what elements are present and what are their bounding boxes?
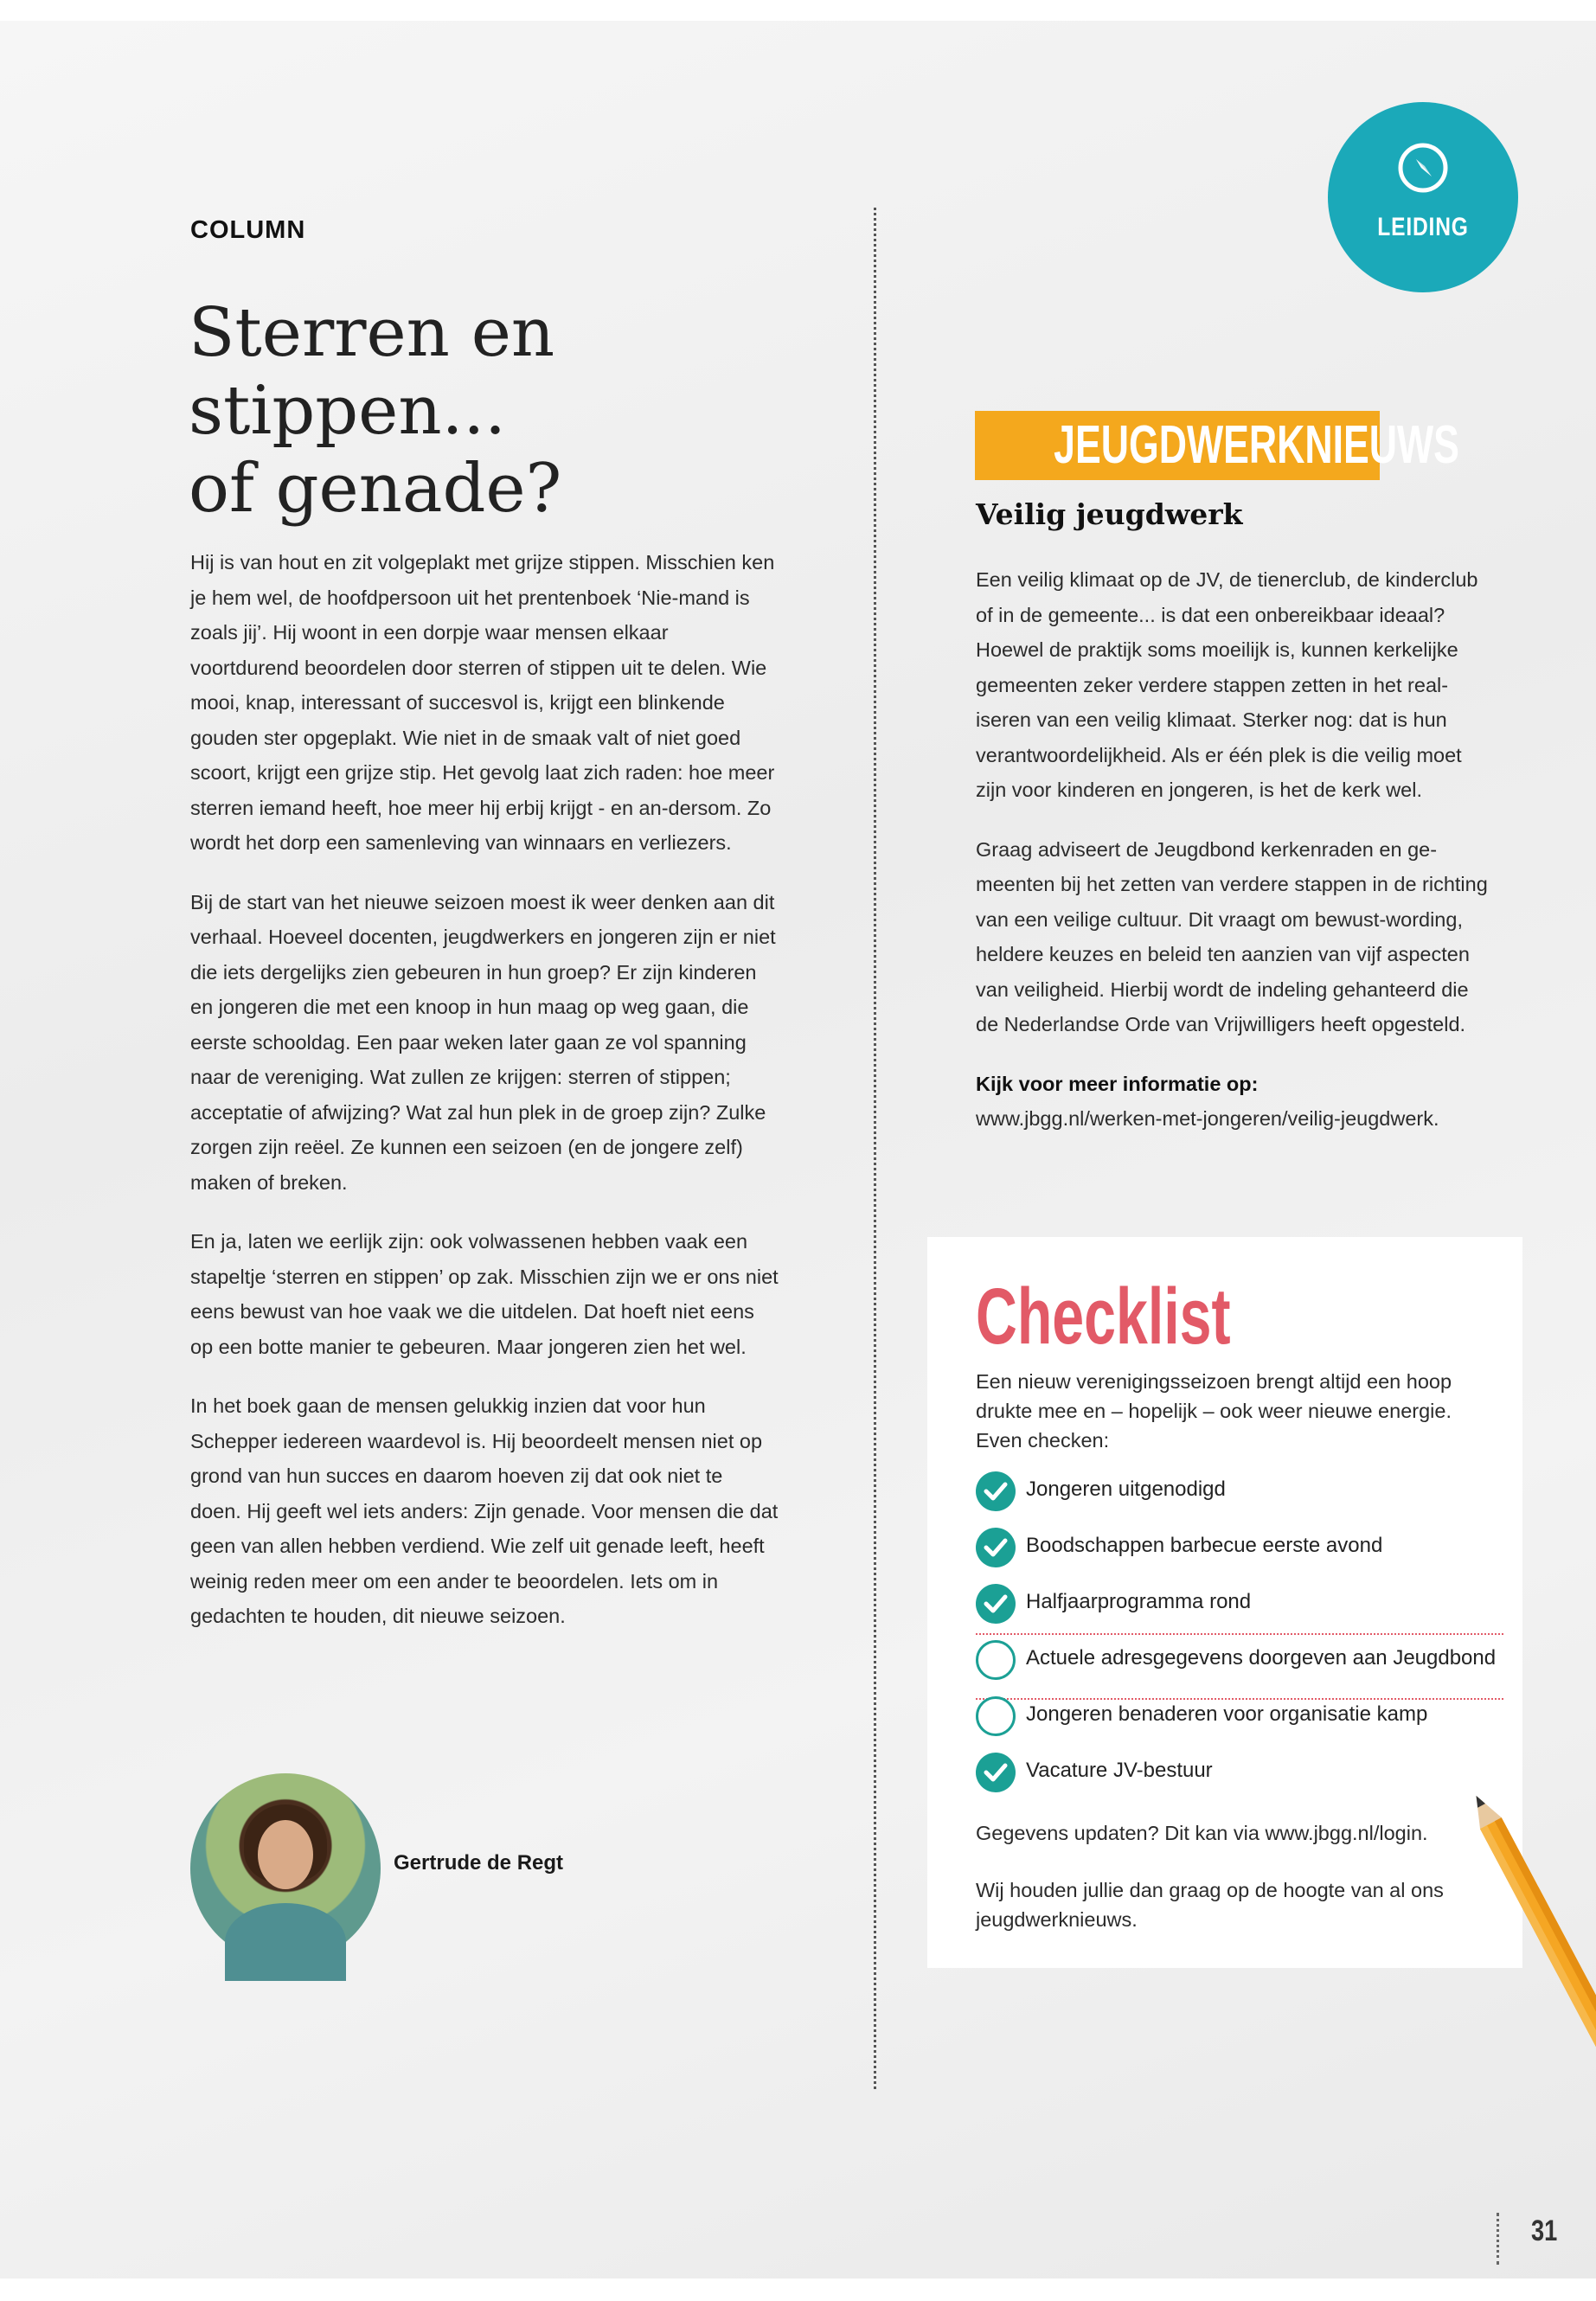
section-badge [1328,102,1518,292]
checklist-footer-update: Gegevens updaten? Dit kan via www.jbgg.nl/login. [976,1822,1428,1844]
column-kicker: COLUMN [190,216,306,244]
empty-circle-icon[interactable] [976,1640,1016,1680]
checklist-item[interactable] [976,1467,1512,1516]
checkmark-icon[interactable] [976,1584,1016,1624]
article-title [189,294,881,528]
page-number-rule [1497,2213,1499,2265]
info-link[interactable]: www.jbgg.nl/werken-met-jongeren/veilig-jeugdwerk. [976,1107,1439,1130]
checklist-item-label: Halfjaarprogramma rond [1026,1590,1252,1613]
news-banner [975,411,1459,480]
compass-icon [1395,140,1451,195]
checklist-item-label: Vacature JV-bestuur [1026,1759,1213,1782]
page-number: 31 [1531,2214,1558,2247]
checklist-title: Checklist [976,1272,1231,1361]
body-paragraph: In het boek gaan de mensen gelukkig inzien dat voor hun Schepper iedereen waardevol is. Hij beoordeelt mensen niet op grond van hun succes en daarom hoeven zij dat ook niet te doen. Hij geeft wel iets anders: Zijn genade. Voor mensen die dat geen van allen hebben verdiend. Wie zelf uit genade leeft, heeft weinig reden meer om een ander te beoordelen. Iets om in gedachten te houden, dit nieuwe seizoen. [190,1394,779,1627]
news-paragraph: Een veilig klimaat op de JV, de tienerclub, de kinderclub of in de gemeente... is dat een onbereikbaar ideaal? Hoewel de praktijk soms moeilijk is, kunnen kerkelijke gemeenten zeker verdere stappen zetten in het real-iseren van een veilig klimaat. Sterker nog: dat is hun verantwoordelijkheid. Als er één plek is die veilig moet zijn voor kinderen en jongeren, is het de kerk wel. [976,568,1478,801]
checklist-footer-note: Wij houden jullie dan graag op de hoogte van al ons jeugdwerknieuws. [976,1879,1444,1931]
author-name: Gertrude de Regt [394,1851,564,1875]
news-banner-label: JEUGDWERKNIEUWS [1054,415,1459,475]
checklist-item-label: Jongeren benaderen voor organisatie kamp [1026,1702,1428,1726]
checklist-item-label: Boodschappen barbecue eerste avond [1026,1534,1383,1557]
checklist-box [927,1237,1522,1968]
checklist-item[interactable] [976,1636,1512,1684]
column-body [190,545,779,1658]
column-divider [874,208,876,2089]
checklist-item-label: Actuele adresgegevens doorgeven aan Jeugdbond [1026,1646,1497,1670]
info-block [976,1067,1495,1137]
top-margin [0,0,1596,21]
checklist-item[interactable] [976,1692,1512,1740]
info-label: Kijk voor meer informatie op: [976,1072,1259,1095]
dotted-underline [976,1633,1503,1635]
news-paragraph: Graag adviseert de Jeugdbond kerkenraden en ge-meenten bij het zetten van verdere stappen in de richting van een veilige cultuur. Dit vraagt om bewust-wording, heldere keuzes en beleid ten aanzien van vijf aspecten van veiligheid. Hierbij wordt de indeling gehanteerd die de Nederlandse Orde van Vrijwilligers heeft opgesteld. [976,837,1488,1035]
title-line-1: Sterren en stippen... [189,294,555,450]
checkmark-icon[interactable] [976,1471,1016,1511]
checklist-item[interactable] [976,1580,1512,1628]
body-paragraph: En ja, laten we eerlijk zijn: ook volwassenen hebben vaak een stapeltje ‘sterren en stippen’ op zak. Misschien zijn we er ons niet eens bewust van hoe vaak we die uitdelen. Dat hoeft niet eens op een botte manier te gebeuren. Maar jongeren zien het wel. [190,1230,779,1358]
checklist-intro: Een nieuw verenigingsseizoen brengt altijd een hoop drukte mee en – hopelijk – ook weer nieuwe energie. Even checken: [976,1370,1452,1452]
author-photo [190,1773,381,1964]
checklist-item[interactable] [976,1748,1512,1797]
news-body [976,562,1495,1137]
empty-circle-icon[interactable] [976,1696,1016,1736]
title-line-2: of genade? [189,450,562,528]
checkmark-icon[interactable] [976,1528,1016,1567]
body-paragraph: Hij is van hout en zit volgeplakt met grijze stippen. Misschien ken je hem wel, de hoofdpersoon uit het prentenboek ‘Nie-mand is zoals jij’. Hij woont in een dorpje waar mensen elkaar voortdurend beoordelen door sterren of stippen uit te delen. Wie mooi, knap, interessant of succesvol is, krijgt een blinkende gouden ster opgeplakt. Wie niet in de smaak valt of niet goed scoort, krijgt een grijze stip. Het gevolg laat zich raden: hoe meer sterren iemand heeft, hoe meer hij erbij krijgt - en an-dersom. Zo wordt het dorp een samenleving van winnaars en verliezers. [190,551,775,854]
body-paragraph: Bij de start van het nieuwe seizoen moest ik weer denken aan dit verhaal. Hoeveel docenten, jeugdwerkers en jongeren zijn er niet die iets dergelijks zien gebeuren in hun groep? Er zijn kinderen en jongeren die met een knoop in hun maag op weg gaan, die eerste schooldag. Een paar weken later gaan ze vol spanning naar de vereniging. Wat zullen ze krijgen: sterren of stippen; acceptatie of afwijzing? Wat zal hun plek in de groep zijn? Zulke zorgen zijn reëel. Ze kunnen een seizoen (en de jongere zelf) maken of breken. [190,890,776,1194]
pencil-icon [1471,1791,1596,2085]
news-subhead: Veilig jeugdwerk [976,497,1243,531]
checklist-item[interactable] [976,1523,1512,1572]
checkmark-icon[interactable] [976,1753,1016,1792]
section-label: LEIDING [1377,213,1469,241]
checklist-item-label: Jongeren uitgenodigd [1026,1477,1226,1501]
bottom-margin [0,2279,1596,2301]
